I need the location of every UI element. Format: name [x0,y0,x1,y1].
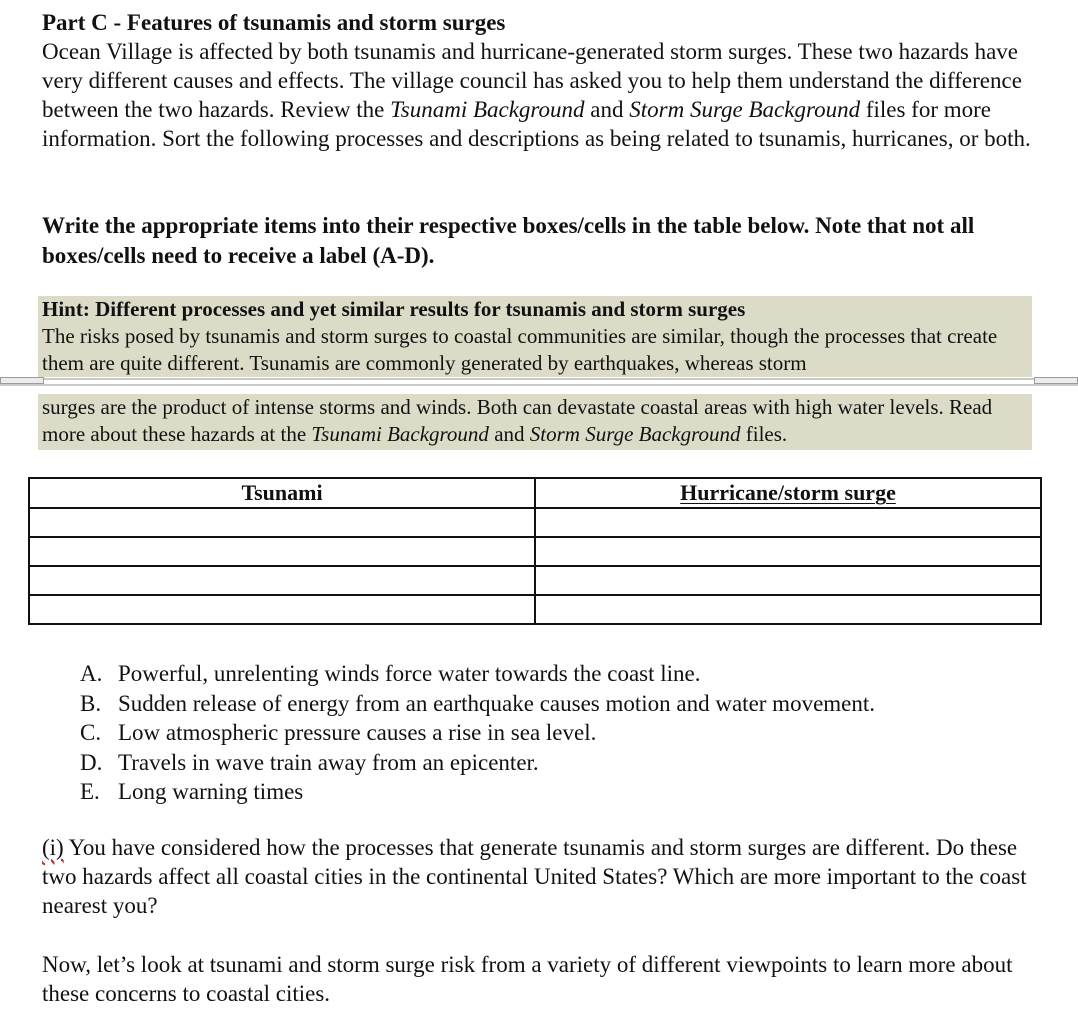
list-item [80,718,1040,748]
tsunami-cell[interactable] [29,595,535,624]
option-text: Low atmospheric pressure causes a rise in sea level. [118,720,597,745]
option-text: Long warning times [118,779,304,804]
hint-box-bottom [38,394,1032,450]
part-c-intro-text-1: Ocean Village is affected by both tsunamis and hurricane-generated storm surges. These two hazards have very different causes and effects. The village council has asked you to help them understand the difference between the two hazards. Review the [42,39,1022,122]
option-text: Travels in wave train away from an epicenter. [118,749,539,775]
hint-text-bottom-2: files. [740,422,788,446]
hurricane-cell[interactable] [535,566,1041,595]
header-hurricane-label: Hurricane/storm surge [680,480,896,505]
options-list [80,659,1040,807]
storm-surge-background-file-ref: Storm Surge Background [629,97,861,122]
list-item [80,748,1040,778]
tsunami-cell[interactable] [29,566,535,595]
question-paragraph [42,833,1032,920]
table-instruction: Write the appropriate items into their respective boxes/cells in the table below. Note that not all boxes/cells need to receive a label (A-D). [42,213,975,268]
option-text: Sudden release of energy from an earthquake causes motion and water movement. [118,690,876,716]
hint-text-top: The risks posed by tsunamis and storm surges to coastal communities are similar, though the processes that create them are quite different. Tsunamis are commonly generated by earthquakes, whereas storm [42,324,998,375]
table-row [29,537,1041,566]
intro-and: and [584,97,630,122]
hint-tsunami-file-ref: Tsunami Background [311,422,489,446]
table-row [29,595,1041,624]
hurricane-cell[interactable] [535,537,1041,566]
header-hurricane-storm-surge [535,478,1041,508]
hint-text-bottom-1: surges are the product of intense storms and winds. Both can devastate coastal areas with high water levels. Read more about these hazards at the [42,395,993,446]
question-marker: (i) [42,835,64,860]
hurricane-cell[interactable] [535,595,1041,624]
part-c-intro-text-2: files for more information. Sort the following processes and descriptions as being related to tsunamis, hurricanes, or both. [42,97,1031,151]
list-item [80,689,1040,719]
hint-title: Hint: Different processes and yet similar results for tsunamis and storm surges [42,297,746,321]
option-letter: A. [80,661,103,686]
question-text: You have considered how the processes that generate tsunamis and storm surges are different. Do these two hazards affect all coastal cities in the continental United States? Which are more important to the coast nearest you? [42,835,1027,918]
option-letter: B. [80,690,102,716]
list-item [80,659,1040,689]
page-break-line-2 [0,384,1078,386]
header-tsunami: Tsunami [29,478,535,508]
table-header-row [29,478,1041,508]
table-row [29,566,1041,595]
tsunami-background-file-ref: Tsunami Background [390,97,585,122]
hint-and: and [488,422,530,446]
option-letter: D. [80,749,103,775]
sort-table [28,477,1042,625]
option-letter: C. [80,720,102,745]
tsunami-cell[interactable] [29,508,535,537]
table-row [29,508,1041,537]
page-break-handle-left[interactable] [0,377,44,384]
closing-paragraph: Now, let’s look at tsunami and storm surge risk from a variety of different viewpoints to learn more about these concerns to coastal cities. [42,952,1013,1006]
tsunami-cell[interactable] [29,537,535,566]
hint-storm-surge-file-ref: Storm Surge Background [529,422,741,446]
option-text: Powerful, unrelenting winds force water towards the coast line. [118,661,701,686]
page-break-handle-right[interactable] [1034,377,1078,384]
part-c-heading: Part C - Features of tsunamis and storm surges [42,10,506,35]
hint-box-top [38,296,1032,377]
list-item [80,777,1040,807]
option-letter: E. [80,779,100,804]
hurricane-cell[interactable] [535,508,1041,537]
part-c-section [42,8,1042,153]
page-break-line-1 [0,378,1078,380]
